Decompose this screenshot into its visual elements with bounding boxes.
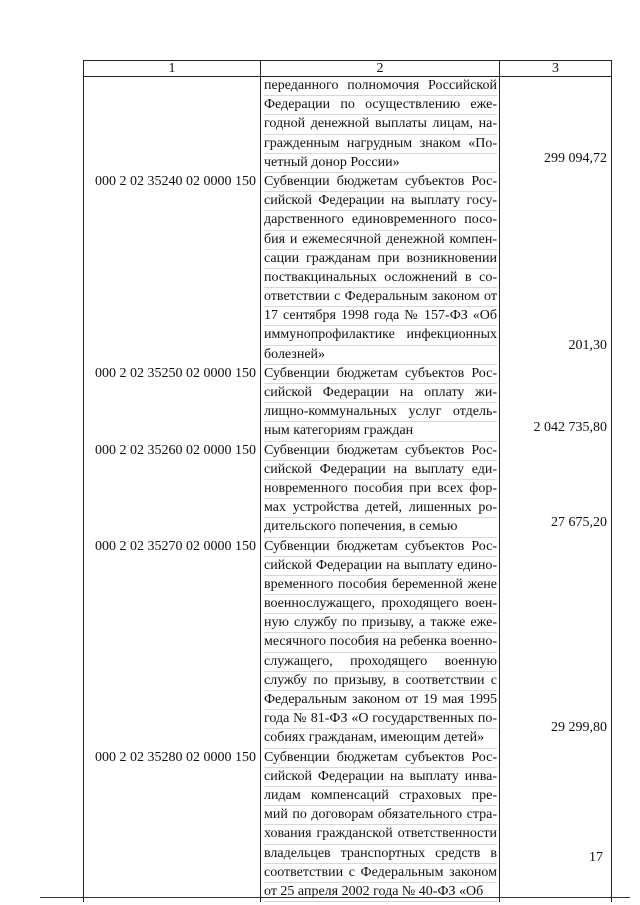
- amount-value: 299 094,72: [544, 150, 607, 166]
- income-description: [261, 173, 500, 365]
- description-line: от 25 апреля 2002 года № 40-ФЗ «Об: [264, 883, 497, 902]
- description-line: служащего, проходящего военную: [264, 653, 497, 672]
- description-line: ную службу по призыву, а также еже-: [264, 614, 497, 633]
- description-line: ным категориям граждан: [264, 422, 497, 441]
- table-body: [84, 77, 612, 903]
- description-line: сийской Федерации на выплату инва-: [264, 768, 497, 787]
- amount-value: 2 042 735,80: [533, 420, 607, 436]
- description-line: болезней»: [264, 346, 497, 365]
- description-line: Субвенции бюджетам субъектов Рос-: [264, 749, 497, 768]
- description-line: сийской Федерации на выплату еди-: [264, 461, 497, 480]
- description-line: временного пособия беременной жене: [264, 576, 497, 595]
- table-header-row: [84, 61, 612, 77]
- table-row: [84, 538, 612, 749]
- description-line: Федерации по осуществлению еже-: [264, 96, 497, 115]
- page-number: 17: [589, 850, 603, 865]
- table-row: [84, 173, 612, 365]
- description-line: владельцев транспортных средств в: [264, 845, 497, 864]
- income-code: [84, 77, 261, 173]
- description-line: хования гражданской ответственности: [264, 825, 497, 844]
- description-line: дарственного единовременного посо-: [264, 211, 497, 230]
- description-line: поствакцинальных осложнений в со-: [264, 269, 497, 288]
- amount-cell: [500, 365, 612, 442]
- description-line: сийской Федерации на оплату жи-: [264, 384, 497, 403]
- income-description: [261, 538, 500, 749]
- header-col-3: 3: [500, 61, 612, 77]
- amount-value: 29 299,80: [551, 720, 607, 736]
- revenue-table: [83, 60, 612, 902]
- income-code: 000 2 02 35280 02 0000 150: [84, 749, 261, 903]
- table-row: [84, 442, 612, 538]
- description-line: четный донор России»: [264, 154, 497, 173]
- description-line: мах устройства детей, лишенных ро-: [264, 499, 497, 518]
- income-description: [261, 365, 500, 442]
- amount-cell: [500, 749, 612, 903]
- income-code: 000 2 02 35240 02 0000 150: [84, 173, 261, 365]
- description-line: дительского попечения, в семью: [264, 518, 497, 537]
- description-line: лидам компенсаций страховых пре-: [264, 787, 497, 806]
- description-line: сийской Федерации на выплату едино-: [264, 557, 497, 576]
- description-line: лищно-коммунальных услуг отдель-: [264, 403, 497, 422]
- description-line: гражденным нагрудным знаком «По-: [264, 135, 497, 154]
- description-line: Федеральным законом от 19 мая 1995: [264, 691, 497, 710]
- amount-value: 27 675,20: [551, 515, 607, 531]
- description-line: новременного пособия при всех фор-: [264, 480, 497, 499]
- amount-cell: [500, 442, 612, 538]
- header-col-1: 1: [84, 61, 261, 77]
- header-col-2: 2: [261, 61, 500, 77]
- amount-cell: [500, 538, 612, 749]
- income-description: [261, 77, 500, 173]
- description-line: военнослужащего, проходящего воен-: [264, 595, 497, 614]
- description-line: Субвенции бюджетам субъектов Рос-: [264, 538, 497, 557]
- income-code: 000 2 02 35250 02 0000 150: [84, 365, 261, 442]
- income-description: [261, 749, 500, 903]
- income-code: 000 2 02 35260 02 0000 150: [84, 442, 261, 538]
- table-row: [84, 365, 612, 442]
- description-line: службу по призыву, в соответствии с: [264, 672, 497, 691]
- description-line: 17 сентября 1998 года № 157-ФЗ «Об: [264, 307, 497, 326]
- description-line: годной денежной выплаты лицам, на-: [264, 115, 497, 134]
- description-line: Субвенции бюджетам субъектов Рос-: [264, 173, 497, 192]
- description-line: иммунопрофилактике инфекционных: [264, 326, 497, 345]
- amount-cell: [500, 173, 612, 365]
- description-line: года № 81-ФЗ «О государственных по-: [264, 710, 497, 729]
- description-line: месячного пособия на ребенка военно-: [264, 633, 497, 652]
- description-line: бия и ежемесячной денежной компен-: [264, 231, 497, 250]
- footer-rule: [40, 897, 630, 898]
- description-line: мий по договорам обязательного стра-: [264, 806, 497, 825]
- description-line: сийской Федерации на выплату госу-: [264, 192, 497, 211]
- table-row: [84, 749, 612, 903]
- description-line: Субвенции бюджетам субъектов Рос-: [264, 365, 497, 384]
- income-code: 000 2 02 35270 02 0000 150: [84, 538, 261, 749]
- description-line: переданного полномочия Российской: [264, 77, 497, 96]
- description-line: Субвенции бюджетам субъектов Рос-: [264, 442, 497, 461]
- description-line: собиях гражданам, имеющим детей»: [264, 729, 497, 748]
- description-line: ответствии с Федеральным законом от: [264, 288, 497, 307]
- description-line: сации гражданам при возникновении: [264, 250, 497, 269]
- amount-cell: [500, 77, 612, 173]
- amount-value: 201,30: [568, 337, 607, 353]
- description-line: соответствии с Федеральным законом: [264, 864, 497, 883]
- table-row: [84, 77, 612, 173]
- income-description: [261, 442, 500, 538]
